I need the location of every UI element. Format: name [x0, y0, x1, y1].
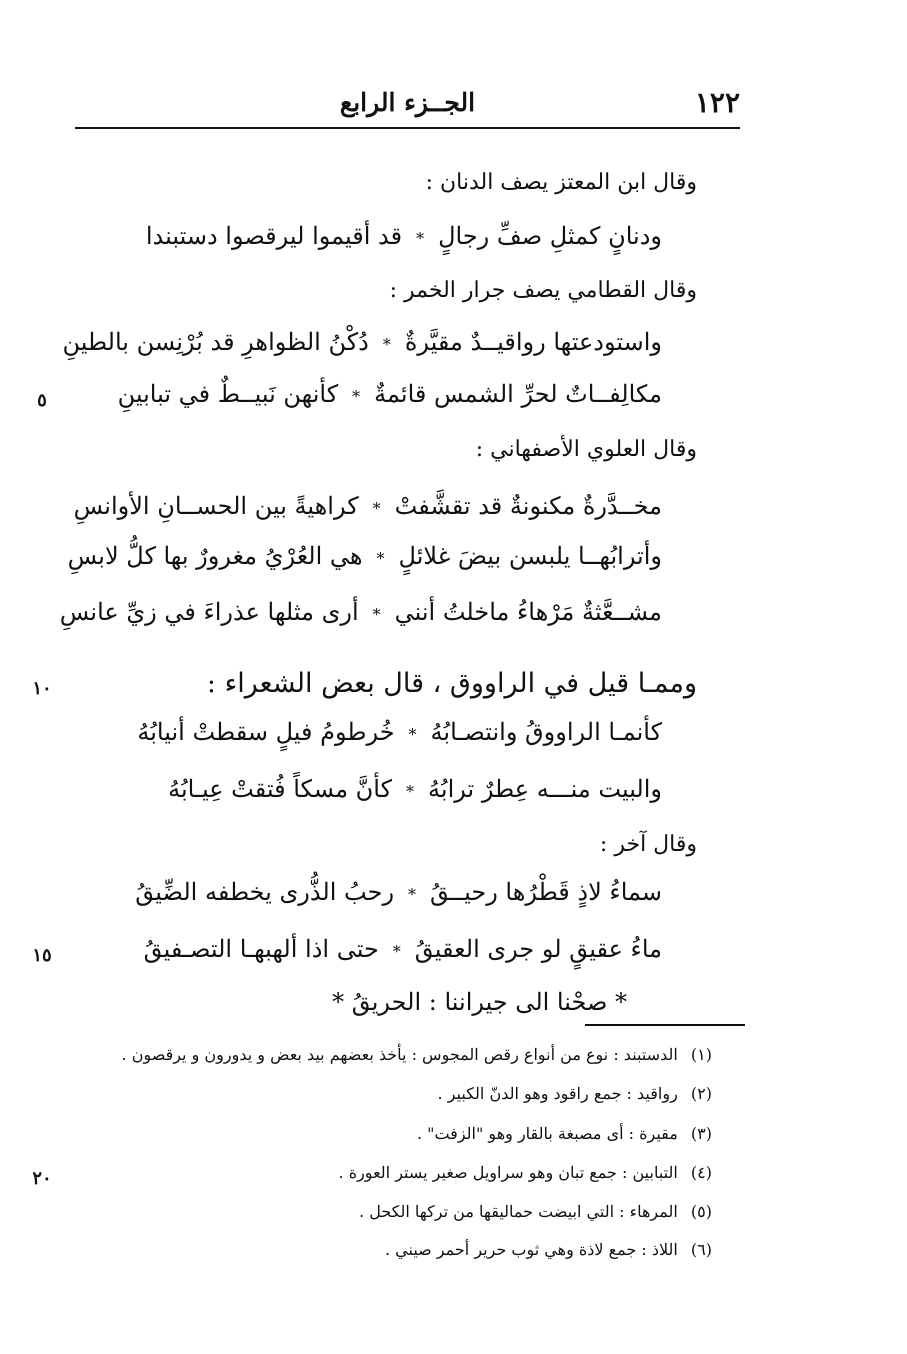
footnote-text: اللاذ : جمع لاذة وهي ثوب حرير أحمر صيني . [385, 1240, 678, 1259]
footnote-text: الدستبند : نوع من أنواع رقص المجوس : يأخذ بعضهم بيد بعض و يدورون و يرقصون . [121, 1045, 678, 1064]
header-rule [75, 127, 740, 129]
verse-hemistich-second: أرى مثلها عذراءَ في زيِّ عانسِ [59, 598, 359, 626]
verse-hemistich-first: مشــعَّثةٌ مَرْهاءُ ماخلتُ أنني [394, 598, 662, 626]
line-number-5: ٥ [37, 390, 47, 411]
footnote-number: (٣) [690, 1124, 712, 1143]
verse-separator: * [392, 942, 401, 961]
intro-rawuq: وممـا قيل في الراووق ، قال بعض الشعراء : [206, 668, 697, 699]
intro-akhar: وقال آخر : [599, 832, 697, 857]
verse-line [137, 718, 662, 746]
footnote [438, 1084, 712, 1103]
verse-hemistich-first: ودنانٍ كمثلِ صفِّ رجالٍ [438, 222, 662, 250]
intro-alalawi: وقال العلوي الأصفهاني : [475, 437, 697, 462]
verse-hemistich-second: كراهيةً بين الحســانِ الأوانسِ [73, 492, 359, 520]
page-header [75, 86, 740, 126]
verse-line [142, 222, 662, 250]
verse-hemistich-second: رحبُ الذُّرى يخطفه الضِّيقُ [135, 878, 395, 906]
footnote-text: المرهاء : التي ابيضت حماليقها من تركها الكحل . [359, 1202, 678, 1221]
footnote [385, 1240, 712, 1259]
footnote [122, 1045, 712, 1064]
verse-line [142, 775, 662, 803]
verse-hemistich-second: كأنهن نَبيــطٌ في تبابينِ [117, 380, 339, 408]
verse-single-line [332, 988, 627, 1016]
footnote [417, 1124, 712, 1143]
verse-separator: * [406, 782, 415, 801]
footnote [359, 1202, 712, 1221]
footnote-number: (٢) [690, 1084, 712, 1103]
line-number-10: ١٠ [32, 678, 52, 699]
verse-line [117, 380, 662, 408]
verse-line [73, 492, 662, 520]
verse-line [67, 542, 662, 570]
verse-line [135, 878, 662, 906]
verse-hemistich-first: وأترابُهــا يلبسن بيضَ غلائلٍ [398, 542, 662, 570]
verse-hemistich-first: سماءُ لاذٍ قَطْرُها رحيــقُ [430, 878, 662, 906]
verse-separator: * [408, 885, 417, 904]
page-number: ١٢٢ [694, 86, 740, 119]
footnote-rule [585, 1024, 745, 1026]
verse-separator: * [372, 499, 381, 518]
verse-separator: * [352, 387, 361, 406]
verse-separator: * [376, 549, 385, 568]
verse-separator: * [408, 725, 417, 744]
footnote-text: رواقيد : جمع راقود وهو الدنّ الكبير . [437, 1084, 678, 1103]
verse-hemistich-second: خُرطومُ فيلٍ سقطتْ أنيابُهُ [137, 718, 395, 746]
footnote [339, 1163, 712, 1182]
running-title: الجــزء الرابع [339, 88, 476, 117]
verse-hemistich-first: كأنمـا الراووقُ وانتصـابُهُ [430, 718, 662, 746]
verse-separator: * [332, 988, 345, 1016]
intro-alqutami: وقال القطامي يصف جرار الخمر : [389, 278, 697, 303]
footnote-text: التبابين : جمع تبان وهو سراويل صغير يستر العورة . [338, 1163, 678, 1182]
intro-ibn-almutazz: وقال ابن المعتز يصف الدنان : [425, 170, 697, 195]
verse-line [59, 598, 662, 626]
verse-hemistich-first: والبيت منـــه عِطرٌ ترابُهُ [428, 775, 662, 803]
footnote-number: (٤) [690, 1163, 712, 1182]
verse-hemistich-first: مكالِفــاتٌ لحرِّ الشمس قائمةٌ [374, 380, 662, 408]
verse-hemistich-second: حتى اذا ألهبهـا التصـفيقُ [143, 935, 379, 963]
verse-hemistich-second: كأنَّ مسكاً فُتقتْ عِيـابُهُ [168, 775, 393, 803]
footnote-number: (٦) [690, 1240, 712, 1259]
line-number-15: ١٥ [32, 945, 52, 966]
verse-hemistich-second: قد أقيموا ليرقصوا دستبندا [145, 222, 403, 250]
verse-hemistich-first: واستودعتها رواقيــدٌ مقيَّرةٌ [404, 328, 662, 356]
verse-hemistich-second: دُكْنُ الظواهرِ قد بُرْنِسن بالطينِ [62, 328, 369, 356]
verse-separator: * [372, 605, 381, 624]
verse-single-text: صحْنا الى جيراننا : الحريقُ [351, 988, 608, 1016]
footnote-number: (٥) [690, 1202, 712, 1221]
footnote-text: مقيرة : أى مصبغة بالقار وهو "الزفت" . [416, 1124, 678, 1143]
verse-separator: * [416, 229, 425, 248]
footnote-number: (١) [690, 1045, 712, 1064]
verse-separator: * [615, 988, 627, 1016]
verse-hemistich-first: ماءُ عقيقٍ لو جرى العقيقُ [414, 935, 662, 963]
verse-line [62, 328, 662, 356]
line-number-20: ٢٠ [32, 1168, 52, 1189]
verse-line [142, 935, 662, 963]
verse-hemistich-second: هي العُرْيُ مغرورٌ بها كلُّ لابسِ [67, 542, 363, 570]
verse-separator: * [382, 335, 391, 354]
verse-hemistich-first: مخــدَّرةٌ مكنونةٌ قد تقشَّفتْ [394, 492, 662, 520]
